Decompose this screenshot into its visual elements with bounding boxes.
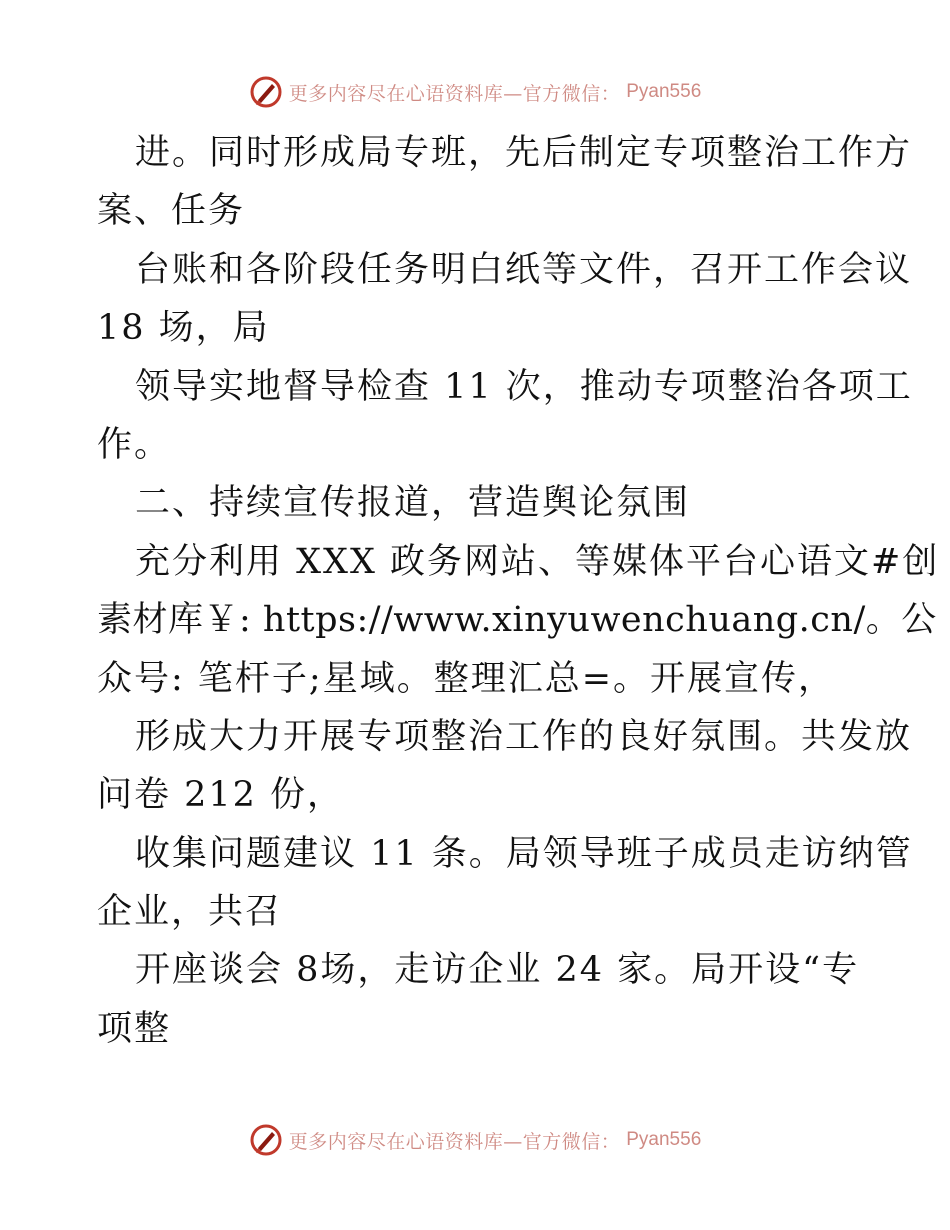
text-line: 素材库￥: https://www.xinyuwenchuang.cn/。公	[97, 600, 937, 641]
text-line: 台账和各阶段任务明白纸等文件，召开工作会议	[135, 249, 913, 290]
watermark-text: 更多内容尽在心语资料库—官方微信：	[288, 1130, 621, 1153]
text-line: 收集问题建议 11 条。局领导班子成员走访纳管	[135, 833, 913, 874]
footer-watermark	[0, 1120, 950, 1160]
text-line: 问卷 212 份，	[97, 775, 345, 816]
watermark-wechat-id: Pyan556	[626, 1129, 702, 1150]
text-line: 18 场，局	[97, 308, 270, 349]
pen-logo-icon	[249, 1123, 283, 1157]
text-line: 开座谈会 8场，走访企业 24 家。局开设“专	[135, 950, 860, 991]
text-line: 企业，共召	[97, 892, 283, 933]
text-line: 形成大力开展专项整治工作的良好氛围。共发放	[135, 716, 913, 757]
watermark-text: 更多内容尽在心语资料库—官方微信：	[288, 82, 621, 105]
text-line: 众号: 笔杆子;星域。整理汇总=。开展宣传，	[97, 658, 836, 699]
text-line: 充分利用 XXX 政务网站、等媒体平台心语文#创	[135, 541, 940, 582]
document-body	[97, 124, 940, 1058]
text-line: 作。	[97, 424, 172, 465]
text-line: 进。同时形成局专班，先后制定专项整治工作方	[135, 133, 913, 173]
header-watermark	[0, 72, 950, 112]
text-line: 领导实地督导检查 11 次，推动专项整治各项工	[135, 366, 913, 407]
section-heading: 二、持续宣传报道，营造舆论氛围	[135, 483, 691, 524]
text-line: 案、任务	[97, 191, 246, 232]
text-line: 项整	[97, 1008, 172, 1049]
pen-logo-icon	[249, 75, 283, 109]
watermark-wechat-id: Pyan556	[626, 81, 702, 102]
